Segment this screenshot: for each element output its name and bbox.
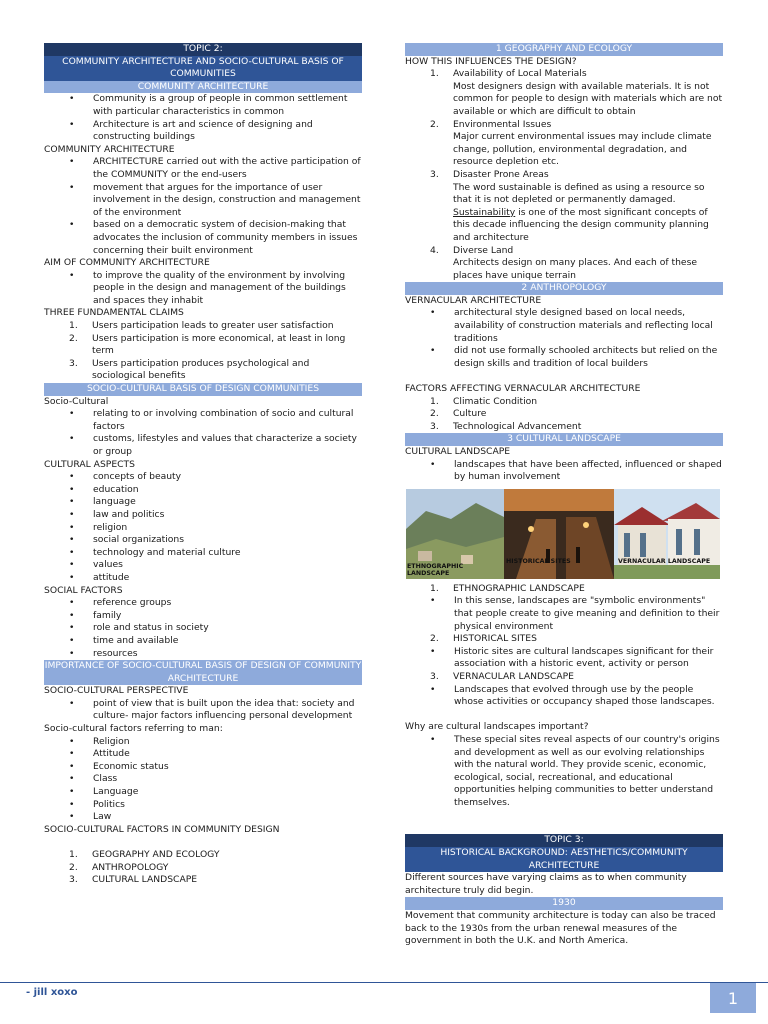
numbered-item: 2. Culture [430, 408, 487, 420]
factor-body: Most designers design with available materials. It is not common for people to design with materials which are not available or which are difficult to obtain [453, 80, 723, 117]
topic-2-title: COMMUNITY ARCHITECTURE AND SOCIO-CULTURAL BASIS OF COMMUNITIES [44, 56, 362, 81]
section-socio-cultural-basis: SOCIO-CULTURAL BASIS OF DESIGN COMMUNITIES [44, 383, 362, 396]
list-item: • social organizations [44, 534, 362, 547]
right-column [405, 43, 723, 948]
topic-3-intro: Different sources have varying claims as to when community architecture truly did begin. [405, 872, 687, 896]
numbered-item: 3. Users participation produces psychological and sociological benefits [69, 357, 310, 382]
list-item: • landscapes that have been affected, influenced or shaped by human involvement [405, 459, 723, 484]
numbered-item: 2. Environmental Issues [430, 118, 552, 130]
list-item: • reference groups [44, 597, 362, 610]
list-item: • religion [44, 522, 362, 535]
heading-aim: AIM OF COMMUNITY ARCHITECTURE [44, 257, 210, 269]
heading-vernacular-architecture: VERNACULAR ARCHITECTURE [405, 294, 542, 306]
list-item: • education [44, 484, 362, 497]
heading-community-architecture: COMMUNITY ARCHITECTURE [44, 143, 175, 155]
list-item: • Economic status [44, 761, 362, 774]
topic-3-title: HISTORICAL BACKGROUND: AESTHETICS/COMMUNITY ARCHITECTURE [405, 847, 723, 872]
list-item: • point of view that is built upon the idea that: society and culture- major factors influencing personal development [44, 698, 362, 723]
section-importance: IMPORTANCE OF SOCIO-CULTURAL BASIS OF DESIGN OF COMMUNITY ARCHITECTURE [44, 660, 362, 684]
landscape-photo-collage [406, 489, 720, 579]
photo-label-historical: HISTORICAL SITES [506, 557, 571, 565]
numbered-item: 3. CULTURAL LANDSCAPE [69, 874, 198, 886]
numbered-item: 3. Disaster Prone Areas [430, 168, 549, 180]
list-item: • resources [44, 648, 362, 661]
list-item: • did not use formally schooled architects but relied on the design skills and tradition of local builders [405, 345, 723, 370]
topic-3-number: TOPIC 3: [405, 834, 723, 847]
list-item: • movement that argues for the importance of user involvement in the design, construction and management of the environment [44, 182, 362, 220]
list-item: • relating to or involving combination of socio and cultural factors [44, 408, 362, 433]
left-column [44, 43, 362, 887]
list-item: • Religion [44, 736, 362, 749]
numbered-item: 3. Technological Advancement [430, 420, 582, 432]
heading-social-factors: SOCIAL FACTORS [44, 584, 123, 596]
list-item: • Politics [44, 799, 362, 812]
footer-divider [0, 982, 768, 983]
photo-label-ethnographic: ETHNOGRAPHIC LANDSCAPE [407, 562, 464, 577]
numbered-item: 2. ANTHROPOLOGY [69, 861, 169, 873]
numbered-item: 1. GEOGRAPHY AND ECOLOGY [69, 849, 220, 860]
list-item: • Community is a group of people in common settlement with particular characteristics in common [44, 93, 362, 118]
factor-body: Major current environmental issues may include climate change, pollution, environmental degradation, and resource depletion etc. [453, 131, 712, 168]
definitions-list [44, 93, 362, 143]
page-number: 1 [710, 983, 756, 1013]
footer-author: - jill xoxo [26, 987, 78, 998]
numbered-item: 3. VERNACULAR LANDSCAPE [430, 670, 574, 682]
factor-body-sustainability: Sustainability is one of the most significant concepts of this decade influencing the design community planning and architecture [453, 206, 709, 243]
section-1930: 1930 [405, 897, 723, 910]
heading-why-important: Why are cultural landscapes important? [405, 721, 589, 733]
heading-cultural-aspects: CULTURAL ASPECTS [44, 458, 135, 470]
section-community-architecture: COMMUNITY ARCHITECTURE [44, 81, 362, 94]
list-item: • attitude [44, 572, 362, 585]
list-item: • Class [44, 773, 362, 786]
list-item: • technology and material culture [44, 547, 362, 560]
heading-community-design-factors: SOCIO-CULTURAL FACTORS IN COMMUNITY DESIGN [44, 823, 280, 835]
numbered-item: 2. Users participation is more economical, at least in long term [69, 332, 346, 357]
numbered-item: 2. HISTORICAL SITES [430, 633, 537, 645]
list-item: • architectural style designed based on local needs, availability of construction materials and reflecting local traditions [405, 307, 723, 345]
list-item: • role and status in society [44, 622, 362, 635]
photo-label-vernacular: VERNACULAR LANDSCAPE [618, 557, 711, 565]
list-item: • Language [44, 786, 362, 799]
list-item: • to improve the quality of the environment by involving people in the design and management of the buildings and spaces they inhabit [44, 270, 362, 308]
section-anthropology: 2 ANTHROPOLOGY [405, 282, 723, 295]
list-item: • family [44, 610, 362, 623]
list-item: • Law [44, 811, 362, 824]
list-item: • ARCHITECTURE carried out with the active participation of the COMMUNITY or the end-users [44, 156, 362, 181]
heading-factors-man: Socio-cultural factors referring to man: [44, 723, 223, 735]
numbered-item: 1. ETHNOGRAPHIC LANDSCAPE [430, 582, 585, 594]
heading-factors-vernacular: FACTORS AFFECTING VERNACULAR ARCHITECTURE [405, 383, 641, 395]
list-item: • values [44, 559, 362, 572]
list-item: • language [44, 496, 362, 509]
heading-cultural-landscape: CULTURAL LANDSCAPE [405, 446, 511, 457]
heading-socio-cultural-perspective: SOCIO-CULTURAL PERSPECTIVE [44, 685, 189, 697]
list-item: • In this sense, landscapes are "symbolic environments" that people create to give meaning and definition to their physical environment [405, 595, 723, 633]
list-item: • customs, lifestyles and values that characterize a society or group [44, 433, 362, 458]
numbered-item: 1. Availability of Local Materials [430, 68, 587, 80]
section-geography-ecology: 1 GEOGRAPHY AND ECOLOGY [405, 43, 723, 56]
heading-socio-cultural: Socio-Cultural [44, 395, 109, 407]
list-item: • Historic sites are cultural landscapes significant for their association with a historic event, activity or person [405, 646, 723, 671]
heading-three-claims: THREE FUNDAMENTAL CLAIMS [44, 307, 184, 319]
list-item: • time and available [44, 635, 362, 648]
numbered-item: 4. Diverse Land [430, 244, 514, 256]
numbered-item: 1. Users participation leads to greater user satisfaction [69, 320, 334, 332]
factor-body: Architects design on many places. And each of these places have unique terrain [453, 257, 698, 281]
list-item: • concepts of beauty [44, 471, 362, 484]
list-item: • These special sites reveal aspects of our country's origins and development as well as our evolving relationships with the natural world. They provide scenic, economic, ecological, social, recreational, and educational opportunities helping communities to better understand themselves. [405, 734, 723, 810]
sustainability-term: Sustainability [453, 206, 516, 218]
factor-body: The word sustainable is defined as using a resource so that it is not depleted or permanently damaged. [453, 181, 705, 206]
list-item: • law and politics [44, 509, 362, 522]
topic-2-number: TOPIC 2: [44, 43, 362, 56]
heading-how-influences: HOW THIS INFLUENCES THE DESIGN? [405, 55, 577, 67]
section-cultural-landscape: 3 CULTURAL LANDSCAPE [405, 433, 723, 446]
text-1930: Movement that community architecture is today can also be traced back to the 1930s from the urban renewal measures of the government in both the U.K. and North America. [405, 910, 716, 947]
list-item: • based on a democratic system of decision-making that advocates the inclusion of community members in issues concerning their built environment [44, 219, 362, 257]
list-item: • Attitude [44, 748, 362, 761]
numbered-item: 1. Climatic Condition [430, 395, 538, 407]
list-item: • Landscapes that evolved through use by the people whose activities or occupancy shaped those landscapes. [405, 684, 723, 709]
list-item: • Architecture is art and science of designing and constructing buildings [44, 119, 362, 144]
